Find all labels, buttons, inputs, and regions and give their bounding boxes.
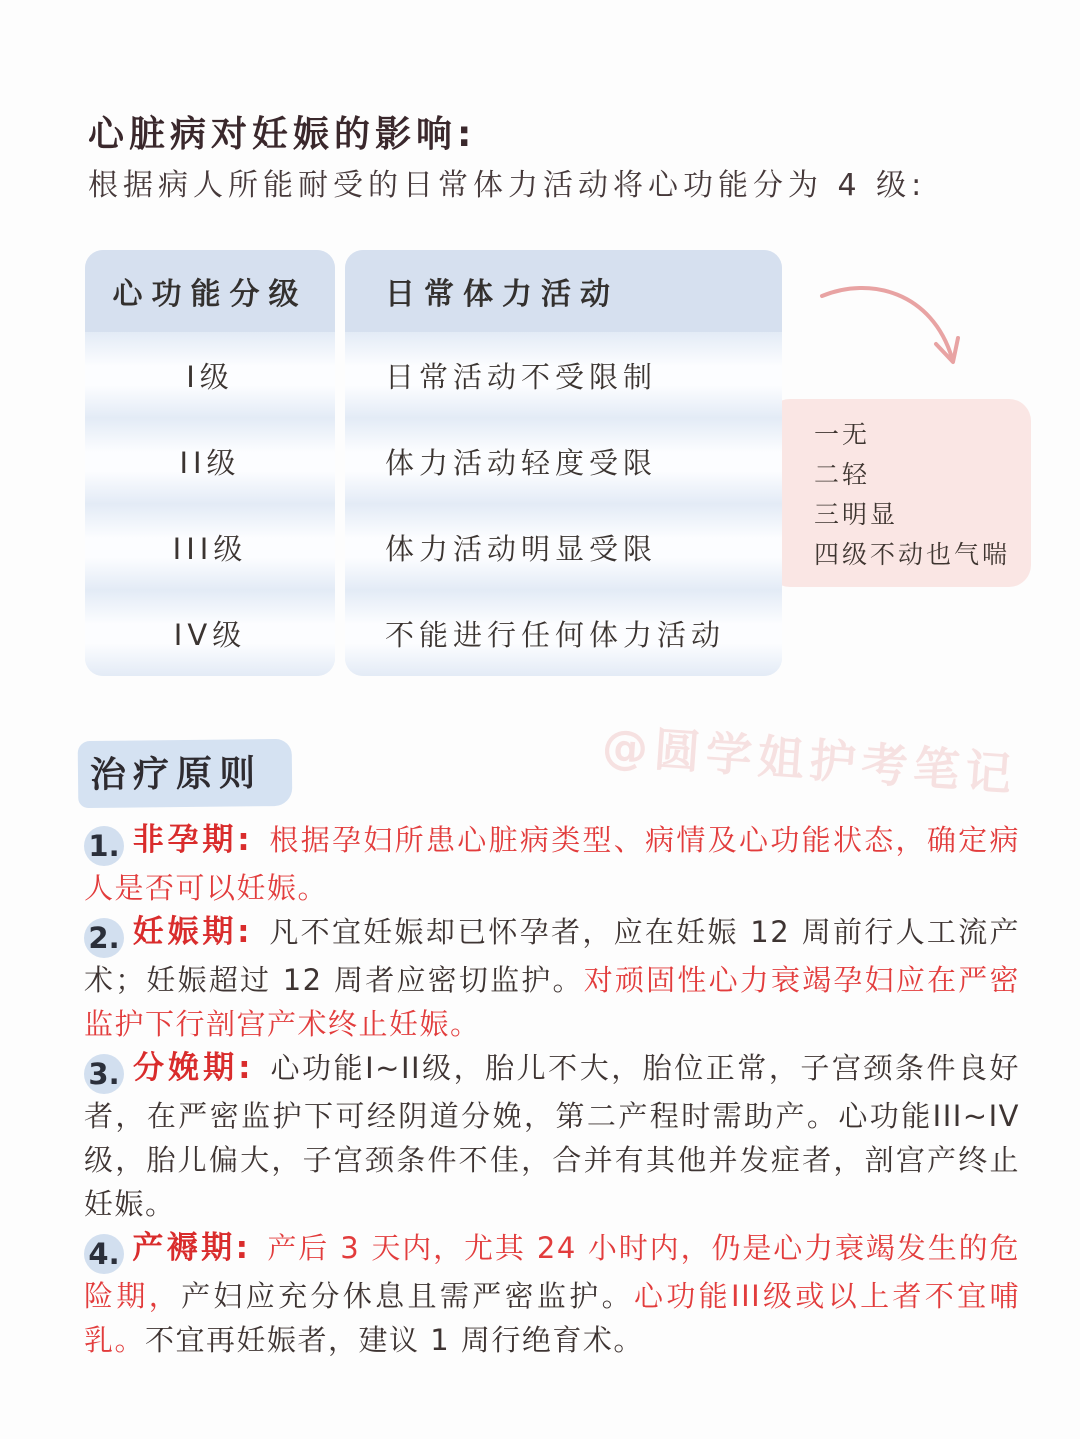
page-title: 心脏病对妊娠的影响:	[88, 114, 477, 155]
table-cell-activity: 日常活动不受限制	[345, 332, 782, 418]
item-text-segment: 不宜再妊娠者，建议 1 周行绝育术。	[145, 1323, 644, 1357]
mnemonic-note	[768, 399, 1031, 587]
item-text-segment: 对顽固性心力衰竭孕妇应在严密监护下行剖宫产术终止妊娠。	[84, 963, 1020, 1041]
table-header-activity: 日常体力活动	[345, 250, 782, 332]
table-column-activity	[345, 250, 782, 676]
mnemonic-line: 四级不动也气喘	[814, 540, 1011, 569]
table-cell-activity: 不能进行任何体力活动	[345, 590, 782, 676]
table-cell-grade: I级	[85, 332, 335, 418]
table-cell-activity: 体力活动明显受限	[345, 504, 782, 590]
treatment-list	[84, 818, 1020, 1362]
treatment-heading: 治疗原则	[89, 753, 263, 796]
heart-function-table	[85, 250, 782, 676]
table-cell-grade: III级	[85, 504, 335, 590]
item-label: 非孕期:	[132, 822, 253, 858]
item-text-segment: 产妇应充分休息且需严密监护。	[181, 1279, 634, 1313]
watermark: @圆学姐护考笔记	[600, 718, 1020, 802]
treatment-item	[84, 818, 1020, 910]
item-number: 1.	[84, 826, 124, 866]
item-number: 3.	[84, 1054, 124, 1094]
table-cell-activity: 体力活动轻度受限	[345, 418, 782, 504]
mnemonic-line: 三明显	[814, 500, 899, 529]
page-subtitle: 根据病人所能耐受的日常体力活动将心功能分为 4 级:	[88, 168, 927, 203]
mnemonic-line: 一无	[814, 420, 871, 449]
item-text-segment: 心功能III级或以上者不宜哺乳。	[84, 1279, 1020, 1357]
treatment-item	[84, 910, 1020, 1046]
treatment-heading-highlight	[78, 739, 293, 808]
item-text-segment: 凡不宜妊娠却已怀孕者，应在妊娠 12 周前行人工流产术；妊娠超过 12 周者应密切监护。	[84, 915, 1020, 997]
table-header-grade: 心功能分级	[85, 250, 335, 332]
item-text-segment: 心功能I~II级，胎儿不大，胎位正常，子宫颈条件良好者，在严密监护下可经阴道分娩，第二产程时需助产。心功能III~IV级，胎儿偏大，子宫颈条件不佳，合并有其他并发症者，剖宫产终止妊娠。	[84, 1051, 1020, 1221]
item-text-segment: 产后 3 天内，尤其 24 小时内，仍是心力衰竭发生的危险期，	[84, 1231, 1020, 1313]
table-column-grade	[85, 250, 335, 676]
treatment-item	[84, 1046, 1020, 1226]
item-label: 分娩期:	[132, 1050, 254, 1086]
item-label: 产褥期:	[132, 1230, 251, 1266]
item-number: 2.	[84, 918, 124, 958]
item-label: 妊娠期:	[132, 914, 253, 950]
curved-arrow-icon	[800, 262, 980, 387]
treatment-item	[84, 1226, 1020, 1362]
table-cell-grade: IV级	[85, 590, 335, 676]
mnemonic-line: 二轻	[814, 460, 871, 489]
table-cell-grade: II级	[85, 418, 335, 504]
item-text-segment: 根据孕妇所患心脏病类型、病情及心功能状态，确定病人是否可以妊娠。	[84, 823, 1020, 905]
item-number: 4.	[84, 1234, 124, 1274]
